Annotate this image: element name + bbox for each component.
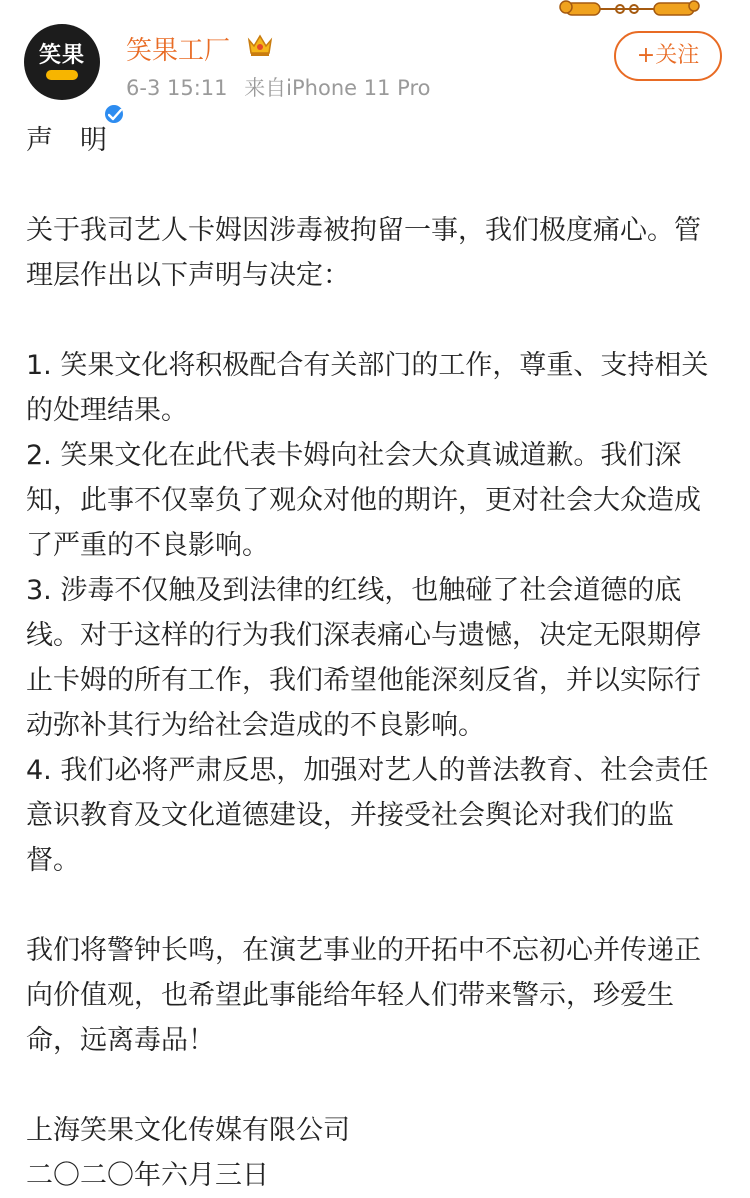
post-source: 来自iPhone 11 Pro — [244, 76, 431, 100]
statement-title: 声 明 — [26, 125, 107, 156]
username[interactable]: 笑果工厂 — [126, 36, 231, 66]
statement-company: 上海笑果文化传媒有限公司 — [26, 1115, 350, 1146]
avatar-text: 笑果 — [38, 43, 85, 68]
statement-intro: 关于我司艺人卡姆因涉毒被拘留一事，我们极度痛心。管理层作出以下声明与决定： — [26, 215, 701, 291]
statement-closing: 我们将警钟长鸣，在演艺事业的开拓中不忘初心并传递正向价值观，也希望此事能给年轻人们带来警示，珍爱生命，远离毒品！ — [26, 935, 701, 1056]
post-meta — [126, 72, 440, 102]
post-header — [0, 0, 750, 118]
statement-point: 2. 笑果文化在此代表卡姆向社会大众真诚道歉。我们深知，此事不仅辜负了观众对他的期许，更对社会大众造成了严重的不良影响。 — [26, 440, 701, 561]
dog-decoration-icon — [558, 0, 702, 26]
follow-button[interactable]: +关注 — [614, 31, 722, 81]
avatar[interactable] — [24, 24, 100, 100]
statement-date: 二〇二〇年六月三日 — [26, 1160, 269, 1191]
statement-point: 4. 我们必将严肃反思，加强对艺人的普法教育、社会责任意识教育及文化道德建设，并接受社会舆论对我们的监督。 — [26, 755, 709, 876]
crown-badge-icon — [246, 32, 274, 58]
avatar-bar — [46, 70, 78, 80]
post-content — [26, 116, 726, 1198]
statement-point: 3. 涉毒不仅触及到法律的红线，也触碰了社会道德的底线。对于这样的行为我们深表痛心与遗憾，决定无限期停止卡姆的所有工作，我们希望他能深刻反省，并以实际行动弥补其行为给社会造成的不良影响。 — [26, 575, 701, 741]
statement-point: 1. 笑果文化将积极配合有关部门的工作，尊重、支持相关的处理结果。 — [26, 350, 709, 426]
post-timestamp: 6-3 15:11 — [126, 76, 228, 100]
